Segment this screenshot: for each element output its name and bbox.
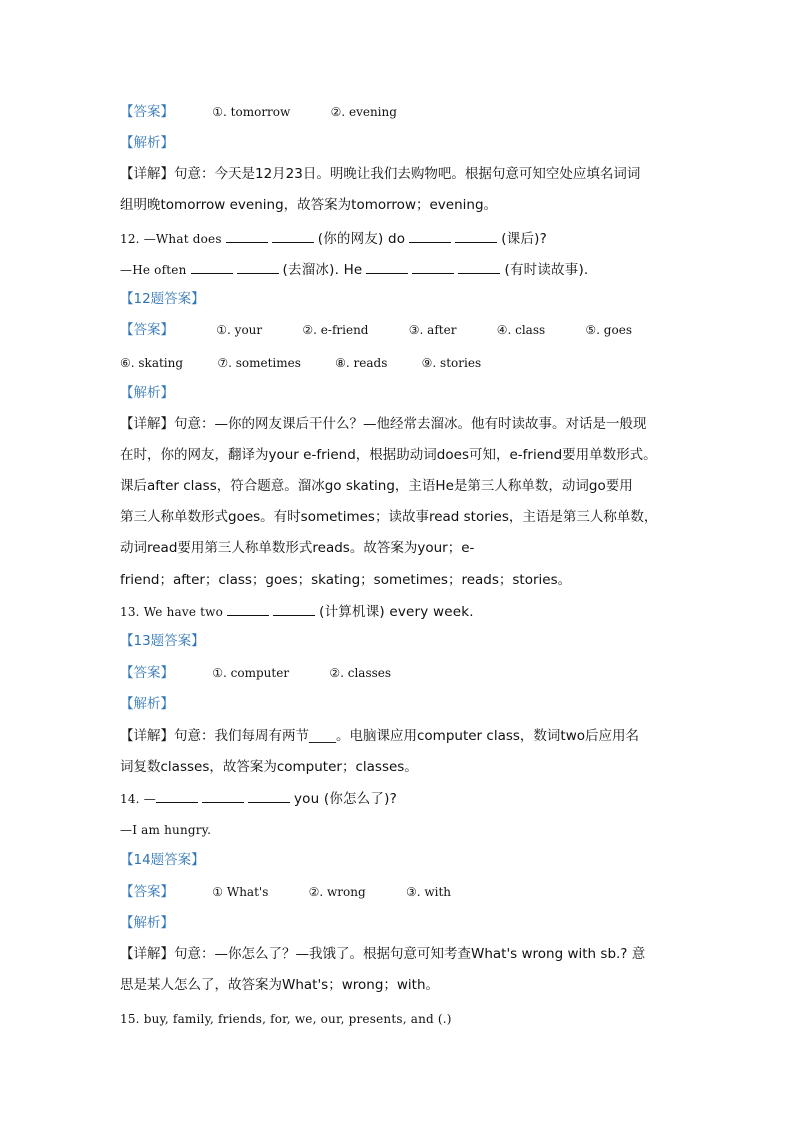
q14-analysis-label: 【解析】 [120,915,174,931]
blank [202,789,244,803]
q12-answer-line [120,321,632,340]
answer-label: 【答案】 [120,884,174,900]
answer-label: 【答案】 [120,322,174,338]
blank [455,229,497,243]
answer-item: ⑦. sometimes [217,356,301,370]
q12-detail-line: 课后after class，符合题意。溜冰go skating，主语He是第三人称单数，动词go要用 [120,478,633,494]
q12-answer-line [120,354,481,373]
blank [156,789,198,803]
blank [273,602,315,616]
blank [226,229,268,243]
blank [227,602,269,616]
q12-analysis-label: 【解析】 [120,385,174,401]
q14-answer-tag: 【14题答案】 [120,852,205,868]
q13-analysis-label: 【解析】 [120,696,174,712]
answer-item: ⑥. skating [120,356,184,370]
answer-item: ③. after [408,323,457,337]
answer-item: ②. wrong [308,885,366,899]
q11-detail-line: 【详解】句意：今天是12月23日。明晚让我们去购物吧。根据句意可知空处应填名词词 [120,166,641,182]
answer-label: 【答案】 [120,665,174,681]
answer-item: ⑤. goes [585,323,632,337]
blank [191,260,233,274]
answer-item: ⑧. reads [335,356,388,370]
q14-question-line: —I am hungry. [120,823,212,837]
q14-detail-line: 【详解】句意：—你怎么了？—我饿了。根据句意可知考查What's wrong with sb.? 意 [120,946,646,962]
blank [412,260,454,274]
answer-item: ②. evening [330,105,397,119]
q11-detail-line: 组明晚tomorrow evening，故答案为tomorrow；evening。 [120,197,498,213]
q12-answer-tag: 【12题答案】 [120,291,205,307]
q12-question-line: 12. —What does (你的网友) do (课后)? [120,231,547,247]
blank [237,260,279,274]
q12-question-line: —He often (去溜冰). He (有时读故事). [120,262,589,278]
answer-item: ① What's [212,885,269,899]
blank [248,789,290,803]
blank [366,260,408,274]
q13-detail-line: 词复数classes，故答案为computer；classes。 [120,759,418,775]
q12-detail-line: 动词read要用第三人称单数形式reads。故答案为your；e- [120,540,475,556]
q13-detail-line: 【详解】句意：我们每周有两节____。电脑课应用computer class，数词two后应用名 [120,728,640,744]
detail-label: 【详解】 [120,728,174,744]
blank [458,260,500,274]
detail-label: 【详解】 [120,416,174,432]
detail-label: 【详解】 [120,946,174,962]
answer-item: ③. with [405,885,451,899]
q12-detail-line: 在时，你的网友，翻译为your e-friend，根据助动词does可知，e-friend要用单数形式。 [120,447,657,463]
answer-item: ①. tomorrow [212,105,291,119]
q14-detail-line: 思是某人怎么了，故答案为What's；wrong；with。 [120,977,440,993]
q13-answer-tag: 【13题答案】 [120,633,205,649]
answer-item: ⑨. stories [421,356,482,370]
blank [409,229,451,243]
q11-analysis-label: 【解析】 [120,135,174,151]
answer-item: ①. computer [212,666,290,680]
q12-detail-line: 【详解】句意：—你的网友课后干什么？—他经常去溜冰。他有时读故事。对话是一般现 [120,416,647,432]
q14-answer-line [120,883,451,902]
q15-question-line: 15. buy, family, friends, for, we, our, presents, and (.) [120,1012,452,1026]
q14-question-line: 14. — you (你怎么了)? [120,791,397,807]
q13-question-line: 13. We have two (计算机课) every week. [120,604,474,620]
answer-item: ②. classes [329,666,392,680]
q12-detail-line: 第三人称单数形式goes。有时sometimes；读故事read stories，主语是第三人称单数， [120,509,658,525]
blank [272,229,314,243]
answer-item: ④. class [496,323,546,337]
q13-answer-line [120,664,391,683]
q12-detail-line: friend；after；class；goes；skating；sometimes；reads；stories。 [120,572,572,588]
detail-label: 【详解】 [120,166,174,182]
q11-answer-line [120,103,397,122]
answer-item: ①. your [216,323,263,337]
answer-label: 【答案】 [120,104,174,120]
answer-item: ②. e-friend [302,323,369,337]
